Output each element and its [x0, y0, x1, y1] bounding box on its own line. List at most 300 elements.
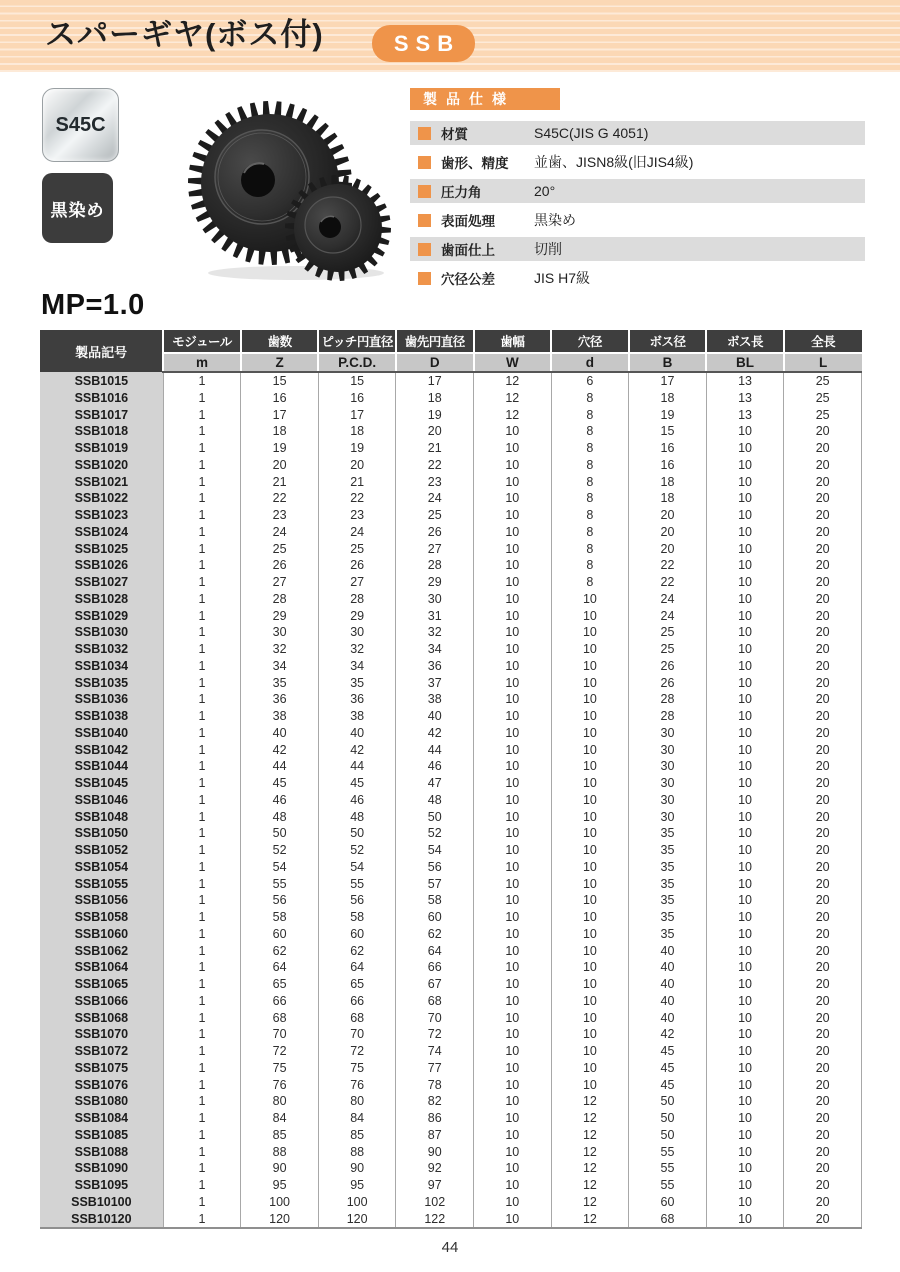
table-cell: 1 — [163, 1144, 241, 1161]
spec-value: S45C(JIS G 4051) — [534, 125, 649, 141]
product-code-cell: SSB1016 — [40, 390, 163, 407]
table-cell: 38 — [241, 708, 319, 725]
table-cell: 67 — [396, 976, 474, 993]
table-cell: 58 — [396, 892, 474, 909]
table-cell: 25 — [629, 641, 707, 658]
table-cell: 68 — [318, 1010, 396, 1027]
product-code-cell: SSB1058 — [40, 909, 163, 926]
table-cell: 24 — [241, 524, 319, 541]
table-cell: 20 — [784, 574, 862, 591]
table-cell: 10 — [706, 809, 784, 826]
table-cell: 1 — [163, 423, 241, 440]
gear-product-photo-icon — [188, 93, 398, 285]
table-cell: 20 — [784, 1127, 862, 1144]
table-cell: 47 — [396, 775, 474, 792]
orange-bullet-icon — [418, 156, 431, 169]
product-code-cell: SSB1045 — [40, 775, 163, 792]
table-cell: 65 — [241, 976, 319, 993]
table-cell: 20 — [784, 524, 862, 541]
table-cell: 46 — [318, 792, 396, 809]
table-cell: 10 — [706, 1110, 784, 1127]
table-cell: 10 — [706, 507, 784, 524]
table-cell: 45 — [629, 1060, 707, 1077]
table-cell: 20 — [784, 675, 862, 692]
table-cell: 10 — [706, 1144, 784, 1161]
table-cell: 10 — [474, 959, 552, 976]
table-cell: 1 — [163, 909, 241, 926]
table-cell: 10 — [474, 675, 552, 692]
table-cell: 1 — [163, 541, 241, 558]
table-cell: 30 — [396, 591, 474, 608]
table-cell: 10 — [706, 541, 784, 558]
table-cell: 10 — [474, 1144, 552, 1161]
product-code-cell: SSB1056 — [40, 892, 163, 909]
table-cell: 35 — [318, 675, 396, 692]
table-cell: 37 — [396, 675, 474, 692]
product-code-cell: SSB10120 — [40, 1211, 163, 1229]
table-cell: 40 — [629, 943, 707, 960]
table-cell: 25 — [241, 541, 319, 558]
table-cell: 50 — [629, 1093, 707, 1110]
table-cell: 34 — [241, 658, 319, 675]
table-cell: 15 — [241, 372, 319, 390]
table-cell: 20 — [784, 624, 862, 641]
table-cell: 12 — [551, 1211, 629, 1229]
product-code-cell: SSB1075 — [40, 1060, 163, 1077]
table-cell: 20 — [784, 892, 862, 909]
table-cell: 10 — [474, 993, 552, 1010]
table-cell: 42 — [396, 725, 474, 742]
table-cell: 20 — [784, 1010, 862, 1027]
table-cell: 56 — [318, 892, 396, 909]
table-cell: 20 — [784, 507, 862, 524]
product-code-cell: SSB1020 — [40, 457, 163, 474]
table-cell: 35 — [629, 859, 707, 876]
module-heading: MP=1.0 — [41, 289, 145, 321]
table-row — [40, 574, 862, 591]
product-code-cell: SSB1032 — [40, 641, 163, 658]
table-cell: 28 — [629, 691, 707, 708]
table-cell: 90 — [318, 1160, 396, 1177]
table-cell: 1 — [163, 943, 241, 960]
table-cell: 29 — [318, 608, 396, 625]
table-cell: 10 — [706, 1060, 784, 1077]
table-cell: 20 — [784, 1026, 862, 1043]
table-cell: 10 — [474, 474, 552, 491]
table-cell: 1 — [163, 608, 241, 625]
table-cell: 30 — [629, 809, 707, 826]
table-cell: 40 — [629, 959, 707, 976]
col-symbol-header: B — [629, 353, 707, 372]
table-cell: 22 — [241, 490, 319, 507]
table-cell: 85 — [318, 1127, 396, 1144]
table-cell: 54 — [318, 859, 396, 876]
table-cell: 26 — [241, 557, 319, 574]
col-symbol-header: W — [474, 353, 552, 372]
product-code-cell: SSB1054 — [40, 859, 163, 876]
table-cell: 10 — [474, 1010, 552, 1027]
table-cell: 102 — [396, 1194, 474, 1211]
table-cell: 72 — [241, 1043, 319, 1060]
table-cell: 58 — [318, 909, 396, 926]
table-cell: 16 — [629, 440, 707, 457]
table-cell: 20 — [784, 909, 862, 926]
table-cell: 92 — [396, 1160, 474, 1177]
table-cell: 10 — [474, 507, 552, 524]
table-cell: 10 — [706, 557, 784, 574]
table-cell: 29 — [396, 574, 474, 591]
spec-value: 並歯、JISN8級(旧JIS4級) — [534, 154, 694, 170]
col-symbol-header: BL — [706, 353, 784, 372]
spec-row — [410, 179, 865, 203]
table-cell: 10 — [551, 758, 629, 775]
table-cell: 10 — [551, 959, 629, 976]
table-cell: 1 — [163, 372, 241, 390]
product-code-cell: SSB1038 — [40, 708, 163, 725]
table-cell: 10 — [474, 792, 552, 809]
table-cell: 12 — [474, 372, 552, 390]
table-cell: 8 — [551, 474, 629, 491]
table-cell: 10 — [474, 1211, 552, 1229]
product-code-cell: SSB1076 — [40, 1077, 163, 1094]
table-cell: 22 — [318, 490, 396, 507]
product-code-cell: SSB1046 — [40, 792, 163, 809]
table-cell: 18 — [318, 423, 396, 440]
table-cell: 78 — [396, 1077, 474, 1094]
col-symbol-header: d — [551, 353, 629, 372]
table-cell: 1 — [163, 1211, 241, 1229]
table-cell: 17 — [396, 372, 474, 390]
table-cell: 38 — [396, 691, 474, 708]
table-cell: 10 — [474, 775, 552, 792]
table-cell: 1 — [163, 574, 241, 591]
table-cell: 30 — [629, 758, 707, 775]
table-cell: 20 — [784, 1144, 862, 1161]
table-cell: 10 — [474, 490, 552, 507]
product-code-cell: SSB1066 — [40, 993, 163, 1010]
table-cell: 13 — [706, 407, 784, 424]
table-cell: 10 — [551, 993, 629, 1010]
table-cell: 22 — [396, 457, 474, 474]
table-cell: 35 — [241, 675, 319, 692]
table-cell: 87 — [396, 1127, 474, 1144]
table-cell: 20 — [784, 959, 862, 976]
table-cell: 70 — [318, 1026, 396, 1043]
table-cell: 20 — [784, 1211, 862, 1229]
product-code-cell: SSB1019 — [40, 440, 163, 457]
table-cell: 20 — [784, 658, 862, 675]
table-cell: 10 — [474, 725, 552, 742]
table-cell: 10 — [474, 591, 552, 608]
table-cell: 40 — [629, 1010, 707, 1027]
table-row — [40, 557, 862, 574]
table-cell: 10 — [474, 658, 552, 675]
table-row — [40, 675, 862, 692]
table-cell: 10 — [551, 909, 629, 926]
table-cell: 27 — [241, 574, 319, 591]
table-cell: 10 — [706, 423, 784, 440]
table-row — [40, 792, 862, 809]
table-cell: 68 — [396, 993, 474, 1010]
table-cell: 20 — [784, 1077, 862, 1094]
table-cell: 1 — [163, 507, 241, 524]
table-row — [40, 1077, 862, 1094]
table-cell: 1 — [163, 641, 241, 658]
table-cell: 20 — [784, 641, 862, 658]
table-cell: 20 — [784, 859, 862, 876]
table-cell: 88 — [318, 1144, 396, 1161]
table-cell: 52 — [396, 825, 474, 842]
table-row — [40, 775, 862, 792]
product-code-cell: SSB1023 — [40, 507, 163, 524]
table-cell: 26 — [318, 557, 396, 574]
table-cell: 80 — [318, 1093, 396, 1110]
table-cell: 29 — [241, 608, 319, 625]
table-cell: 12 — [474, 407, 552, 424]
table-cell: 19 — [241, 440, 319, 457]
table-cell: 27 — [318, 574, 396, 591]
table-cell: 45 — [241, 775, 319, 792]
table-cell: 20 — [784, 457, 862, 474]
table-cell: 10 — [474, 1177, 552, 1194]
table-cell: 20 — [629, 541, 707, 558]
spec-label: 歯面仕上 — [441, 243, 495, 258]
table-cell: 1 — [163, 1010, 241, 1027]
table-cell: 1 — [163, 742, 241, 759]
table-cell: 10 — [706, 1211, 784, 1229]
table-cell: 1 — [163, 1110, 241, 1127]
table-cell: 10 — [706, 825, 784, 842]
table-cell: 1 — [163, 1043, 241, 1060]
table-cell: 10 — [551, 1010, 629, 1027]
table-cell: 20 — [784, 490, 862, 507]
table-cell: 10 — [474, 423, 552, 440]
col-header: ボス長 — [706, 330, 784, 353]
table-cell: 10 — [706, 993, 784, 1010]
table-row — [40, 490, 862, 507]
product-code-cell: SSB1035 — [40, 675, 163, 692]
spec-rows — [410, 121, 865, 290]
product-code-cell: SSB1080 — [40, 1093, 163, 1110]
table-cell: 10 — [474, 574, 552, 591]
spec-row — [410, 237, 865, 261]
table-cell: 10 — [706, 1010, 784, 1027]
col-header: ボス径 — [629, 330, 707, 353]
table-cell: 56 — [241, 892, 319, 909]
table-cell: 30 — [629, 742, 707, 759]
table-cell: 10 — [551, 1077, 629, 1094]
table-cell: 16 — [241, 390, 319, 407]
table-cell: 10 — [474, 943, 552, 960]
spec-row — [410, 266, 865, 290]
table-cell: 20 — [784, 691, 862, 708]
table-row — [40, 725, 862, 742]
table-cell: 100 — [241, 1194, 319, 1211]
table-row — [40, 993, 862, 1010]
table-cell: 12 — [551, 1160, 629, 1177]
table-row — [40, 608, 862, 625]
table-cell: 8 — [551, 407, 629, 424]
table-cell: 18 — [629, 474, 707, 491]
table-cell: 10 — [551, 976, 629, 993]
table-cell: 19 — [318, 440, 396, 457]
table-cell: 40 — [629, 976, 707, 993]
table-cell: 60 — [241, 926, 319, 943]
table-cell: 1 — [163, 859, 241, 876]
table-cell: 32 — [318, 641, 396, 658]
product-code-cell: SSB1085 — [40, 1127, 163, 1144]
table-cell: 20 — [784, 775, 862, 792]
table-row — [40, 909, 862, 926]
table-cell: 30 — [241, 624, 319, 641]
table-cell: 31 — [396, 608, 474, 625]
table-cell: 16 — [629, 457, 707, 474]
table-cell: 10 — [551, 775, 629, 792]
table-cell: 84 — [318, 1110, 396, 1127]
table-cell: 12 — [551, 1093, 629, 1110]
table-cell: 10 — [706, 1043, 784, 1060]
table-cell: 27 — [396, 541, 474, 558]
table-cell: 10 — [706, 876, 784, 893]
table-row — [40, 474, 862, 491]
product-code-cell: SSB1068 — [40, 1010, 163, 1027]
col-header: 歯先円直径 — [396, 330, 474, 353]
col-header-product-code: 製品記号 — [40, 330, 163, 372]
table-row — [40, 892, 862, 909]
table-cell: 20 — [784, 842, 862, 859]
table-cell: 10 — [474, 708, 552, 725]
table-cell: 10 — [706, 691, 784, 708]
table-cell: 10 — [706, 1177, 784, 1194]
table-row — [40, 372, 862, 390]
product-code-cell: SSB1055 — [40, 876, 163, 893]
table-cell: 23 — [318, 507, 396, 524]
table-cell: 10 — [551, 842, 629, 859]
table-cell: 45 — [318, 775, 396, 792]
table-cell: 15 — [629, 423, 707, 440]
table-cell: 58 — [241, 909, 319, 926]
table-cell: 10 — [551, 809, 629, 826]
table-cell: 95 — [241, 1177, 319, 1194]
table-cell: 10 — [706, 608, 784, 625]
table-cell: 10 — [706, 926, 784, 943]
table-cell: 12 — [551, 1127, 629, 1144]
table-cell: 20 — [784, 541, 862, 558]
table-cell: 1 — [163, 775, 241, 792]
table-cell: 10 — [551, 658, 629, 675]
table-cell: 1 — [163, 675, 241, 692]
table-cell: 30 — [629, 725, 707, 742]
table-cell: 50 — [629, 1110, 707, 1127]
table-row — [40, 1010, 862, 1027]
table-cell: 20 — [784, 1110, 862, 1127]
table-cell: 77 — [396, 1060, 474, 1077]
table-row — [40, 758, 862, 775]
table-cell: 20 — [784, 742, 862, 759]
table-row — [40, 1093, 862, 1110]
table-cell: 10 — [474, 758, 552, 775]
table-cell: 1 — [163, 490, 241, 507]
table-cell: 25 — [784, 390, 862, 407]
table-cell: 24 — [318, 524, 396, 541]
table-cell: 44 — [318, 758, 396, 775]
product-code-cell: SSB1050 — [40, 825, 163, 842]
table-cell: 60 — [629, 1194, 707, 1211]
table-cell: 10 — [706, 859, 784, 876]
table-cell: 12 — [551, 1144, 629, 1161]
table-cell: 120 — [241, 1211, 319, 1229]
col-header: 穴径 — [551, 330, 629, 353]
spec-value: JIS H7級 — [534, 270, 591, 286]
table-cell: 54 — [396, 842, 474, 859]
table-cell: 8 — [551, 390, 629, 407]
table-cell: 84 — [241, 1110, 319, 1127]
table-cell: 10 — [474, 440, 552, 457]
table-cell: 35 — [629, 909, 707, 926]
product-code-cell: SSB1072 — [40, 1043, 163, 1060]
table-cell: 10 — [474, 892, 552, 909]
table-cell: 32 — [396, 624, 474, 641]
table-cell: 10 — [706, 775, 784, 792]
table-row — [40, 457, 862, 474]
table-row — [40, 407, 862, 424]
table-cell: 28 — [318, 591, 396, 608]
table-cell: 12 — [551, 1177, 629, 1194]
table-cell: 64 — [396, 943, 474, 960]
table-cell: 1 — [163, 624, 241, 641]
table-cell: 10 — [551, 675, 629, 692]
table-cell: 1 — [163, 976, 241, 993]
product-spec-panel — [410, 88, 865, 295]
table-cell: 30 — [629, 792, 707, 809]
table-cell: 55 — [629, 1160, 707, 1177]
product-code-cell: SSB1090 — [40, 1160, 163, 1177]
table-cell: 1 — [163, 926, 241, 943]
table-row — [40, 859, 862, 876]
table-cell: 97 — [396, 1177, 474, 1194]
table-cell: 10 — [551, 825, 629, 842]
orange-bullet-icon — [418, 243, 431, 256]
table-cell: 20 — [784, 423, 862, 440]
table-cell: 10 — [474, 909, 552, 926]
table-cell: 1 — [163, 842, 241, 859]
table-row — [40, 876, 862, 893]
table-cell: 20 — [784, 825, 862, 842]
table-cell: 26 — [629, 658, 707, 675]
table-cell: 24 — [629, 608, 707, 625]
table-row — [40, 390, 862, 407]
product-code-cell: SSB1060 — [40, 926, 163, 943]
table-cell: 42 — [318, 742, 396, 759]
table-cell: 25 — [784, 372, 862, 390]
table-cell: 10 — [706, 440, 784, 457]
table-row — [40, 809, 862, 826]
table-cell: 10 — [706, 742, 784, 759]
table-cell: 20 — [784, 1060, 862, 1077]
table-cell: 20 — [784, 976, 862, 993]
table-cell: 10 — [474, 926, 552, 943]
table-cell: 10 — [474, 1160, 552, 1177]
table-cell: 34 — [318, 658, 396, 675]
table-cell: 10 — [551, 792, 629, 809]
table-cell: 10 — [474, 809, 552, 826]
table-row — [40, 1026, 862, 1043]
table-cell: 10 — [474, 608, 552, 625]
table-cell: 1 — [163, 892, 241, 909]
table-cell: 20 — [784, 809, 862, 826]
table-cell: 62 — [241, 943, 319, 960]
table-cell: 1 — [163, 557, 241, 574]
